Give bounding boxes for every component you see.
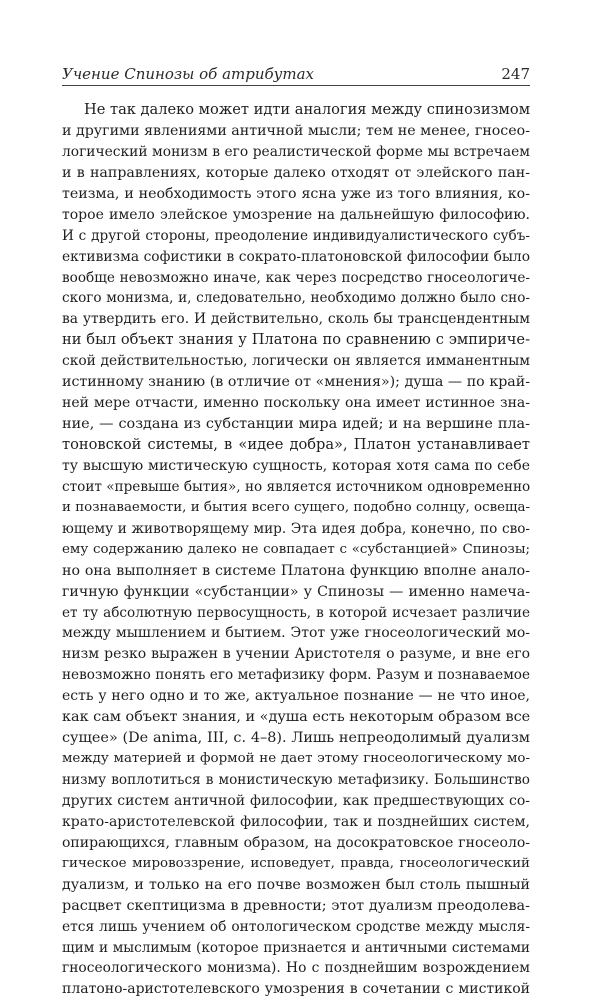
text-line: но она выполняет в системе Платона функцию вполне анало- [62,562,530,579]
text-line: между материей и формой не дает этому гносеологическому мо- [62,751,530,767]
text-line: тоновской системы, в «идее добра», Платон устанавливает [62,436,530,453]
text-line: теизма, и необходимость этого ясна уже из того влияния, ко- [62,185,530,202]
text-line: ется лишь учением об онтологическом сродстве между мысля- [62,918,530,935]
running-head [62,64,530,84]
text-line: ни был объект знания у Платона по сравнению с эмпириче- [62,331,530,349]
text-line: ющему и животворящему мир. Эта идея добра, конечно, по сво- [62,520,530,537]
text-line: и познаваемости, и бытия всего сущего, подобно солнцу, освеща- [62,499,530,515]
text-line: дуализм, и только на его почве возможен был столь пышный [62,876,530,893]
running-title: Учение Спинозы об атрибутах [62,65,314,83]
text-line: ние, — создана из субстанции мира идей; и на вершине пла- [62,416,530,433]
text-line: крато-аристотелевской философии, так и позднейших систем, [62,813,530,830]
body-text [62,100,530,998]
text-line: низм резко выражен в учении Аристотеля о разуме, и вне его [62,646,530,663]
text-line: есть у него одно и то же, актуальное познание — не что иное, [62,688,530,705]
text-line: ту высшую мистическую сущность, которая хотя сама по себе [62,457,530,474]
text-line: платоно-аристотелевского умозрения в сочетании с мистикой [62,981,530,998]
text-line: логический монизм в его реалистической форме мы встречаем [62,143,530,160]
text-line: ективизма софистики в сократо-платоновской философии было [62,248,530,265]
text-line: между мышлением и бытием. Этот уже гносеологический мо- [62,625,530,642]
text-line: вообще невозможно иначе, как через посредство гносеологиче- [62,269,530,286]
text-line: других систем античной философии, как предшествующих со- [62,792,530,809]
text-line: гичную функции «субстанции» у Спинозы — именно намеча- [62,583,530,600]
text-line: невозможно понять его метафизику форм. Разум и познаваемое [62,667,530,684]
text-line: и в направлениях, которые далеко отходят от элейского пан- [62,164,530,181]
text-line: опирающихся, главным образом, на досократовское гносеоло- [62,834,530,851]
text-line: Не так далеко может идти аналогия между спинозизмом [84,101,530,118]
page-number: 247 [501,65,530,83]
text-line: ской действительностью, логически он является имманентным [62,353,530,370]
text-line: гическое мировоззрение, исповедует, правда, гносеологический [62,855,530,871]
text-line: низму воплотиться в монистическую метафизику. Большинство [62,772,530,788]
text-line: щим и мыслимым (которое признается и античными системами [62,939,530,956]
text-line: И с другой стороны, преодоление индивидуалистического субъ- [62,227,530,244]
text-line: расцвет скептицизма в древности; этот дуализм преодолева- [62,897,530,914]
text-line: и другими явлениями античной мысли; тем не менее, гносео- [62,122,530,139]
text-line: стоит «превыше бытия», но является источником одновременно [62,478,530,495]
text-line: торое имело элейское умозрение на дальнейшую философию. [62,206,530,223]
text-line: гносеологического монизма). Но с позднейшим возрождением [62,960,530,977]
text-line: ему содержанию далеко не совпадает с «субстанцией» Спинозы; [62,541,530,557]
text-line: сущее» (De anima, III, c. 4–8). Лишь непреодолимый дуализм [62,730,530,747]
text-line: ет ту абсолютную первосущность, в которой исчезает различие [62,604,530,621]
text-line: как сам объект знания, и «душа есть некоторым образом все [62,709,530,726]
text-line: ва утвердить его. И действительно, сколь бы трансцендентным [62,311,530,328]
header-rule [62,85,530,86]
text-line: истинному знанию (в отличие от «мнения»); душа — по край- [62,374,530,391]
text-line: ней мере отчасти, именно поскольку она имеет истинное зна- [62,395,530,412]
text-line: ского монизма, и, следовательно, необходимо должно было сно- [62,290,530,307]
